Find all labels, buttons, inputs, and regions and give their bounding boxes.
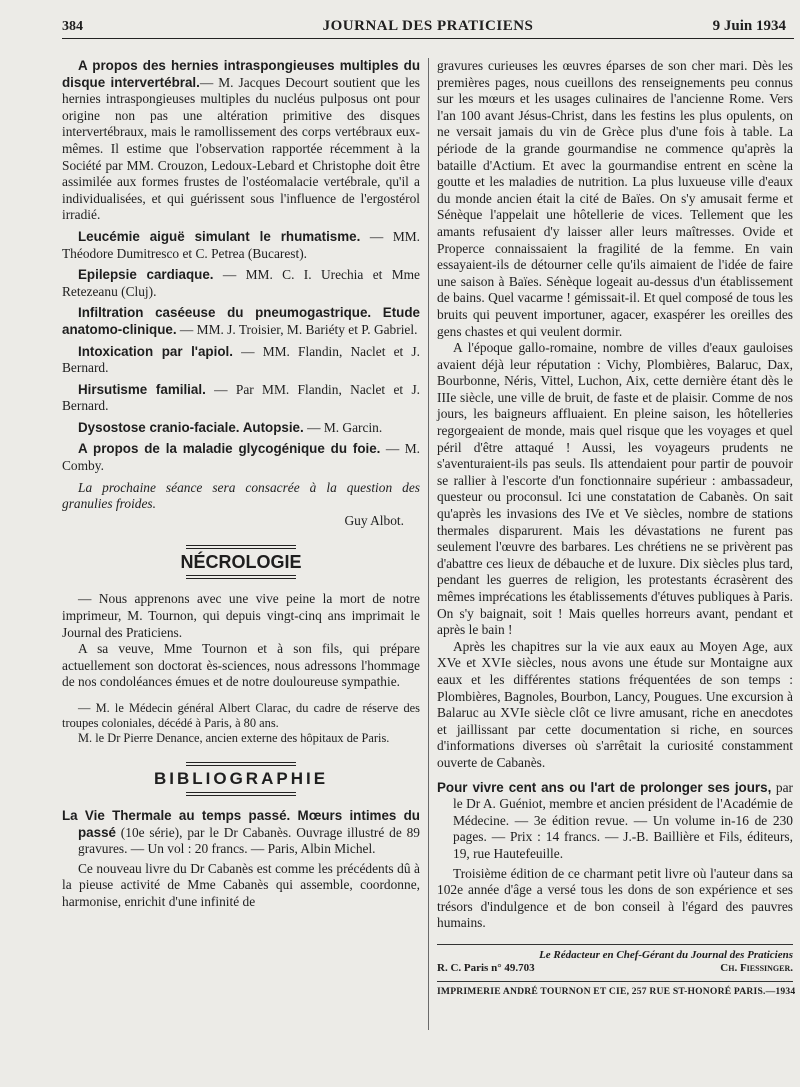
- item-epilepsie: [62, 267, 420, 300]
- item-title: A propos de la maladie glycogénique du foie.: [78, 441, 381, 457]
- biblio-entry: [62, 808, 420, 858]
- item-body: soutient que les hernies intraspongieuses multiples du nucléus pulposus ont pour origine non pas une altération primitive des disques intervertébraux, mais le ramollissement des corps vertébraux eux-mêmes. Il estime que l'observation rapportée récemment à la Société par MM. Crouzon, Ledoux-Lebard et Christophe doit être assimilée aux formes frustes de l'ostéomalacie vertébrale, qu'il a individualisées, et qui guérissent sous l'influence de l'ergostérol irradié.: [62, 74, 420, 223]
- biblio-entry: [437, 780, 793, 863]
- heading-rule-bottom: [186, 575, 296, 579]
- registration-row: [437, 962, 793, 975]
- colophon: [437, 944, 796, 998]
- biblio-paragraph: Ce nouveau livre du Dr Cabanès est comme les précédents dû à la pieuse activité de Mme Cabanès qui assemble, coordonne, harmonise, enrichit d'une infinité de: [62, 860, 420, 909]
- item-hirsutisme: [62, 382, 420, 415]
- review-paragraph: Troisième édition de ce charmant petit livre où l'auteur dans sa 102e année d'âge a versé tous les dons de son expérience et ses trésors d'indulgence et de bon conseil à l'égard des pauvres humains.: [437, 865, 793, 931]
- item-authors: — M. Jacques Decourt: [199, 74, 329, 90]
- heading-rule-top: [186, 545, 296, 549]
- item-title: Infiltration caséeuse du pneumogastrique. Etude anatomo-clinique.: [62, 305, 420, 337]
- necro-paragraph: A sa veuve, Mme Tournon et à son fils, qui prépare actuellement son doctorat ès-sciences, nous adressons l'hommage de nos condoléances émues et de notre douloureuse sympathie.: [62, 641, 420, 690]
- right-column: [437, 58, 796, 998]
- column-divider: [428, 58, 429, 1030]
- item-authors: — Par MM. Flandin, Naclet et J. Bernard.: [62, 381, 421, 414]
- item-title: Leucémie aiguë simulant le rhumatisme.: [78, 228, 361, 244]
- printer-imprint: IMPRIMERIE ANDRÉ TOURNON ET CIE, 257 RUE ST-HONORÉ PARIS.—1934: [437, 981, 793, 998]
- entry-details: par le Dr A. Guéniot, membre et ancien président de l'Académie de Médecine. — 3e édition revue. — Un volume in-16 de 230 pages. — Prix : 14 francs. — J.-B. Baillière et Fils, éditeurs, 19, rue Hautefeuille.: [453, 779, 793, 861]
- item-title: A propos des hernies intraspongieuses multiples du disque intervertébral.: [62, 58, 420, 90]
- closing-note: La prochaine séance sera consacrée à la question des granulies froides.: [62, 479, 420, 512]
- entry-title: Pour vivre cent ans ou l'art de prolonger ses jours,: [437, 779, 772, 795]
- item-title: Dysostose cranio-faciale. Autopsie.: [78, 419, 304, 435]
- item-authors: — MM. C. I. Urechia et Mme Retezeanu (Cluj).: [62, 267, 420, 299]
- item-hernies: [62, 58, 420, 224]
- item-title: Hirsutisme familial.: [78, 381, 206, 397]
- item-authors: — M. Garcin.: [303, 419, 383, 435]
- editor-name: Ch. Fiessinger.: [720, 961, 793, 974]
- necrologie-heading: [62, 545, 420, 579]
- editor-line: Le Rédacteur en Chef-Gérant du Journal des Praticiens: [539, 948, 793, 961]
- bibliographie-heading: [62, 762, 420, 796]
- item-dysostose: [62, 420, 420, 437]
- signature: Guy Albot.: [344, 512, 404, 528]
- heading-rule-bottom: [186, 792, 296, 796]
- necro-paragraph: M. le Dr Pierre Denance, ancien externe des hôpitaux de Paris.: [78, 731, 390, 745]
- entry-details: (10e série), par le Dr Cabanès. Ouvrage illustré de 89 gravures. — Un vol : 20 francs. — Paris, Albin Michel.: [78, 824, 420, 857]
- item-glycogenique: [62, 441, 420, 474]
- item-authors: — MM. Théodore Dumitresco et C. Petrea (Bucarest).: [62, 228, 420, 261]
- necro-paragraph: — Nous apprenons avec une vive peine la mort de notre imprimeur, M. Tournon, qui depuis vingt-cinq ans imprimait le Journal des Praticiens.: [62, 591, 420, 640]
- item-authors: — MM. Flandin, Naclet et J. Bernard.: [62, 343, 420, 376]
- entry-title: La Vie Thermale au temps passé. Mœurs intimes du passé: [62, 808, 420, 840]
- item-authors: — MM. J. Troisier, M. Bariéty et P. Gabriel.: [176, 321, 418, 337]
- section-title: NÉCROLOGIE: [180, 552, 302, 573]
- issue-date: 9 Juin 1934: [712, 18, 786, 34]
- section-title: BIBLIOGRAPHIE: [153, 769, 329, 788]
- review-paragraph: gravures curieuses les œuvres éparses de son cher mari. Dès les premières pages, nous cueillons des renseignements peu connus sur les mœurs et les usages culinaires de l'ancienne Rome. Vers l'an 100 avant Jésus-Christ, dans les festins les plus opulents, on ne versait jamais du vin de Grèce plus d'une fois à table. La période de la grande gourmandise ne commence qu'après la bataille d'Actium. Et avec la gourmandise entrent en scène la goutte et les maladies de nutrition. La plus luxueuse ville d'eaux du monde ancien était la cité de Baïes. On s'y amusait ferme et Sénèque l'appelait une hôtellerie de vices. Tellement que les amants refusaient d'y laisser aller leurs maîtresses. Ovide et Properce connaissaient la fragilité de la femme. En vain essayaient-ils de détourner celle qu'ils aimaient de l'idée de faire une saison à Baïes. Sénèque logeait au-dessus d'un établissement de bains. Quel vacarme ! gémissait-il. Et quel composé de tous les bruits qui peuvent importuner, agacer, exaspérer les oreilles des gens chastes et qui veulent dormir.: [437, 58, 793, 339]
- registration-number: R. C. Paris n° 49.703: [437, 961, 535, 974]
- running-header: [62, 16, 794, 39]
- heading-rule-top: [186, 762, 296, 766]
- item-title: Epilepsie cardiaque.: [78, 267, 214, 283]
- review-paragraph: A l'époque gallo-romaine, nombre de villes d'eaux gauloises avaient déjà leur réputation : Vichy, Plombières, Balaruc, Dax, Bourbonne, Néris, Vittel, Luchon, Aix, cette dernière étant dès le IIIe siècle, une ville de bruit, de faste et de plaisir. Comme de nos jours, les baigneurs affluaient. En pleine saison, les hôtelleries regorgeaient de monde, mais quel risque que les voyages et quel péril d'être attaqué ! Aussi, les voyageurs prudents ne s'aventuraient-ils pas seuls. Ils attendaient pour partir de pouvoir se rallier à l'escorte d'un fonctionnaire supérieur : ambassadeur, questeur ou proconsul. Ici une constatation de Cabanès. On sait qu'après les invasions des IVe et Ve siècles, nombre de stations thermales disparurent. Mais les dévastations ne furent pas seulement l'œuvre des barbares. Les chrétiens ne se privèrent pas d'abattre ces lieux de débauche et de luxure. Dix siècles plus tard, pendant les guerres de religion, les protestants écrasèrent des mêmes imprécations les établissements d'étuves publiques à Paris. On s'y baignait, soit ! Mais quelles horreurs avant, pendant et après le bain !: [437, 340, 793, 638]
- item-infiltration: [62, 305, 420, 338]
- item-apiol: [62, 344, 420, 377]
- item-leucemie: [62, 229, 420, 262]
- necro-paragraph: — M. le Médecin général Albert Clarac, du cadre de réserve des troupes coloniales, décédé à Paris, à 80 ans.: [62, 701, 420, 730]
- left-column: [62, 58, 420, 911]
- item-authors: — M. Comby.: [62, 441, 420, 474]
- journal-title: JOURNAL DES PRATICIENS: [322, 18, 534, 34]
- item-title: Intoxication par l'apiol.: [78, 343, 233, 359]
- page-number: 384: [62, 19, 83, 34]
- review-paragraph: Après les chapitres sur la vie aux eaux au Moyen Age, aux XVe et XVIe siècles, nous avons une étude sur Montaigne aux eaux et les différentes stations fréquentées de son temps : Plombières, Bagnoles, Bourbon, Lancy, Pougues. Une excursion à Balaruc au XVIe siècle clôt ce livre amusant, riche en anecdotes et jaillissant par cette documentation si riche, en sources d'informations diverses où s'arrêtait la curiosité constamment ouverte de Cabanès.: [437, 638, 793, 770]
